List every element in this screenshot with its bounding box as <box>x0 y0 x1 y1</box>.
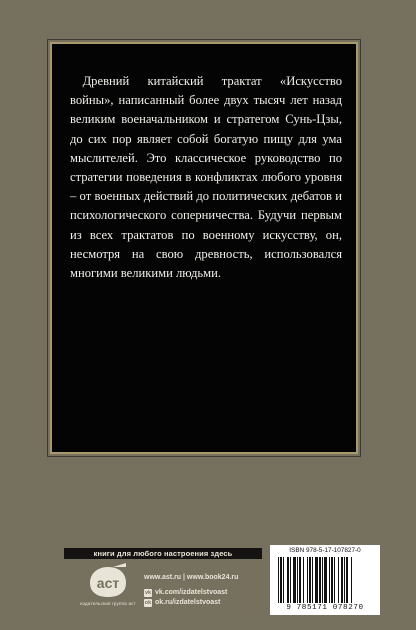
series-strip: книги для любого настроения здесь <box>64 548 262 559</box>
logo-text: аст <box>96 575 120 591</box>
barcode-bar <box>331 557 333 603</box>
barcode-bar <box>319 557 321 603</box>
barcode-bar <box>299 557 301 603</box>
barcode-bar <box>307 557 308 603</box>
barcode-bar <box>341 557 343 603</box>
barcode-bar <box>283 557 284 603</box>
social-links <box>144 588 227 608</box>
barcode-bar <box>334 557 335 603</box>
barcode-bar <box>344 557 345 603</box>
barcode-bar <box>297 557 298 603</box>
barcode-bar <box>290 557 291 603</box>
barcode-bar <box>351 557 352 603</box>
barcode-block <box>270 545 380 615</box>
barcode-bar <box>293 557 296 603</box>
publisher-name: издательская группа аст <box>80 601 136 606</box>
barcode-bar <box>278 557 279 603</box>
ast-logo-icon <box>86 563 130 599</box>
publisher-sites: www.ast.ru | www.book24.ru <box>144 574 239 581</box>
social-link-vk <box>144 588 227 598</box>
barcode-bar <box>346 557 348 603</box>
social-link-ok <box>144 598 227 608</box>
barcode-bar <box>324 557 327 603</box>
barcode-bar <box>287 557 289 603</box>
barcode-bar <box>322 557 323 603</box>
barcode-bar <box>338 557 339 603</box>
social-link-text: vk.com/izdatelstvoast <box>155 589 228 596</box>
barcode-bar <box>312 557 313 603</box>
ok-icon: ok <box>144 600 152 606</box>
barcode-number: 9 785171 078270 <box>286 604 364 612</box>
barcode-bar <box>329 557 330 603</box>
barcode-bar <box>303 557 304 603</box>
social-link-text: ok.ru/izdatelstvoast <box>155 599 221 606</box>
barcode-bar <box>280 557 282 603</box>
isbn-text: ISBN 978-5-17-107827-0 <box>289 547 361 554</box>
barcode-bar <box>315 557 318 603</box>
vk-icon: vk <box>144 590 152 596</box>
blurb-text: Древний китайский трактат «Искусство войны», написанный более двух тысяч лет назад великим военачальником и стратегом Сунь-Цзы, до сих пор являет собой богатую пищу для ума мыслителей. Это классическое руководство по стратегии поведения в конфликтах любого уровня – от военных действий до политических дебатов и психологического соперничества. Будучи первым из всех трактатов по военному искусству, он, несмотря на свою древность, использовался многими великими людьми. <box>70 74 342 281</box>
barcode-icon <box>278 557 374 603</box>
barcode-bar <box>309 557 311 603</box>
